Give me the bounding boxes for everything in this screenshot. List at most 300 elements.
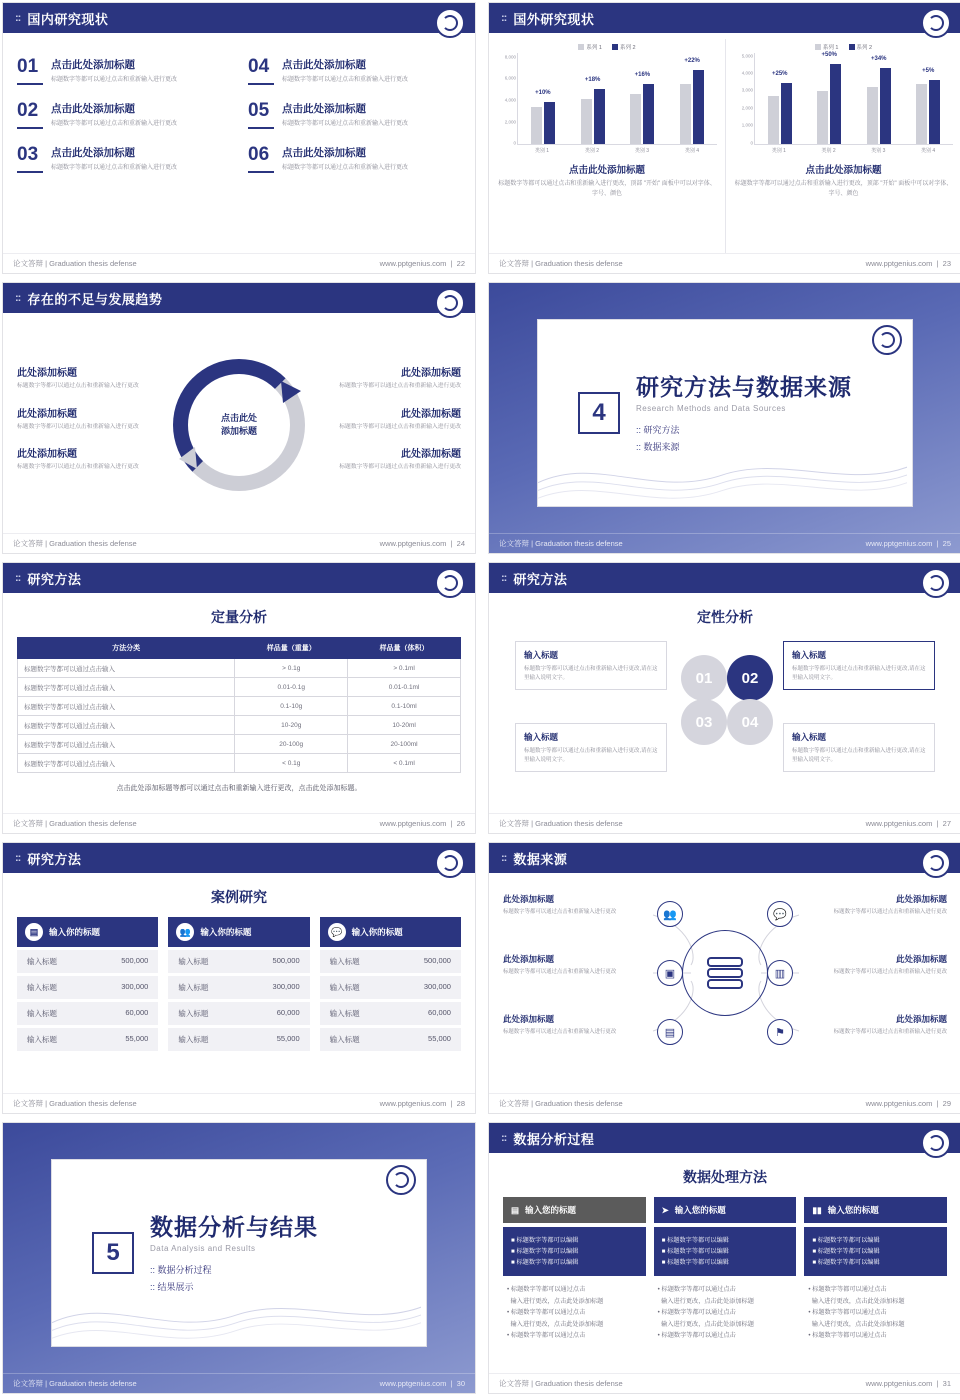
cell: 0.1-10ml <box>348 697 461 716</box>
slide-title: 数据来源 <box>513 851 568 867</box>
text-block <box>17 405 167 432</box>
cell: 10-20g <box>235 716 348 735</box>
row-label: 输入标题 <box>178 1009 209 1018</box>
footer-right: www.pptgenius.com | 29 <box>865 1099 951 1108</box>
header-dots-icon: :: <box>15 12 21 24</box>
quadrant-box-2 <box>783 641 935 690</box>
cell: > 0.1ml <box>348 659 461 678</box>
case-row <box>168 950 309 973</box>
box-desc: 标题数字等都可以通过点击和重新输入进行更改,请在这里输入说明文字。 <box>524 748 658 763</box>
ring-graphic <box>173 359 305 491</box>
foot-line: • 标题数字等都可以通过点击 <box>808 1332 887 1340</box>
row-value: 55,000 <box>428 1034 451 1043</box>
block-desc: 标题数字等都可以通过点击和重新输入进行更改 <box>17 382 139 389</box>
body-line: ■ 标题数字等都可以编辑 <box>812 1237 880 1244</box>
bar-group <box>531 90 555 144</box>
table-row <box>18 697 461 716</box>
slide-title: 研究方法 <box>27 571 82 587</box>
row-label: 输入标题 <box>178 983 209 992</box>
hub-circle <box>682 930 768 1016</box>
right-column <box>311 364 461 487</box>
chat-icon: 💬 <box>767 901 793 927</box>
cell: 标题数字等都可以通过点击输入 <box>18 659 235 678</box>
body-line: ■ 标题数字等都可以编辑 <box>812 1248 880 1256</box>
slide-title: 研究方法 <box>27 851 82 867</box>
slide-header <box>489 563 960 593</box>
slide-title: 研究方法 <box>513 571 568 587</box>
slide-subtitle: 定量分析 <box>211 609 267 625</box>
quadrant-box-3 <box>515 723 667 772</box>
process-title: 输入您的标题 <box>525 1205 577 1215</box>
case-columns <box>17 917 461 1051</box>
bar-chart-icon: ▮▮ <box>812 1204 822 1215</box>
footer-left: 论文答辩 | Graduation thesis defense <box>13 259 137 268</box>
footer-left: 论文答辩 | Graduation thesis defense <box>499 1379 623 1388</box>
foot-line: • 标题数字等都可以通过点击 <box>507 1332 586 1340</box>
chart-left <box>489 39 725 253</box>
logo-emblem-icon <box>872 325 902 355</box>
text-block <box>311 364 461 391</box>
process-header <box>654 1197 797 1223</box>
body-line: ■ 标题数字等都可以编辑 <box>511 1237 579 1244</box>
slide-section-data-analysis <box>2 1122 476 1394</box>
block-title: 此处添加标题 <box>17 408 77 420</box>
book-icon: ▤ <box>25 923 43 941</box>
arrow-icon: ➤ <box>661 1204 669 1215</box>
case-header <box>17 917 158 947</box>
wave-decoration-icon <box>52 1278 421 1346</box>
source-item <box>797 953 947 976</box>
section-card <box>51 1159 427 1347</box>
flag-icon: ⚑ <box>767 1019 793 1045</box>
block-title: 此处添加标题 <box>401 408 461 420</box>
x-tick: 类别 1 <box>771 148 786 154</box>
process-column <box>654 1197 797 1350</box>
y-tick: 0 <box>513 140 516 146</box>
x-tick: 类别 3 <box>634 148 650 154</box>
row-value: 300,000 <box>423 982 451 991</box>
row-label: 输入标题 <box>329 957 360 966</box>
item-title: 点击此处添加标题 <box>282 103 366 115</box>
x-tick: 类别 3 <box>871 148 886 154</box>
foot-line: • 标题数字等都可以通过点击 <box>657 1332 736 1340</box>
chart-caption: 标题数字等都可以通过点击和重新输入进行更改，顶部 "开始" 面板中可以对字体、字号、颜色 <box>734 181 953 197</box>
row-value: 300,000 <box>121 982 149 991</box>
row-value: 500,000 <box>121 956 149 965</box>
slide-footer <box>3 253 475 273</box>
data-table <box>17 637 461 773</box>
row-value: 500,000 <box>423 956 451 965</box>
bullet-item: :: 数据分析过程 <box>150 1263 318 1276</box>
process-header <box>503 1197 646 1223</box>
header-dots-icon: :: <box>501 12 507 24</box>
source-item <box>797 1013 947 1036</box>
header-dots-icon: :: <box>15 852 21 864</box>
process-columns <box>503 1197 947 1350</box>
block-desc: 标题数字等都可以通过点击和重新输入进行更改 <box>17 464 139 471</box>
row-label: 输入标题 <box>178 1035 209 1044</box>
footer-right: www.pptgenius.com | 26 <box>379 819 465 828</box>
chart-legend <box>497 43 717 51</box>
source-item <box>503 1013 653 1036</box>
foot-line: • 标题数字等都可以通过点击 <box>657 1286 736 1294</box>
row-label: 输入标题 <box>27 1035 57 1044</box>
source-item <box>503 953 653 976</box>
y-tick: 0 <box>750 140 753 146</box>
x-tick: 类别 4 <box>684 148 700 154</box>
slide-body <box>489 1153 960 1373</box>
slide-body <box>3 593 475 813</box>
charts-container <box>489 33 960 253</box>
body-line: ■ 标题数字等都可以编辑 <box>661 1259 729 1267</box>
section-title-en: Data Analysis and Results <box>150 1244 256 1253</box>
slide-body <box>3 313 475 533</box>
footer-left: 论文答辩 | Graduation thesis defense <box>13 539 137 548</box>
quadrant-circle-01: 01 <box>681 655 727 701</box>
section-title-en: Research Methods and Data Sources <box>636 404 786 413</box>
slide-footer <box>489 813 960 833</box>
process-header <box>804 1197 947 1223</box>
chart-legend <box>734 43 953 51</box>
footer-right: www.pptgenius.com | 23 <box>865 259 951 268</box>
slide-data-process <box>488 1122 960 1394</box>
process-title: 输入您的标题 <box>674 1205 726 1215</box>
bar-annotation: +5% <box>922 68 935 74</box>
x-tick: 类别 2 <box>821 148 836 154</box>
ring-center-label: 点击此处 添加标题 <box>220 412 257 436</box>
database-icon <box>705 956 745 990</box>
list-item <box>248 57 461 85</box>
cell: > 0.1g <box>235 659 348 678</box>
section-title-cn: 数据分析与结果 <box>150 1214 318 1240</box>
badge-icon: ▣ <box>657 960 683 986</box>
footer-left: 论文答辩 | Graduation thesis defense <box>499 819 623 828</box>
bar-group <box>916 68 940 144</box>
foot-line: 输入进行更改，点击此处添加标题 <box>661 1297 754 1305</box>
slide-footer <box>489 1373 960 1393</box>
legend-series-2: 系列 2 <box>849 43 873 51</box>
foot-line: • 标题数字等都可以通过点击 <box>657 1309 736 1317</box>
process-footer <box>804 1276 947 1349</box>
logo-emblem-icon <box>921 8 951 38</box>
bar-annotation: +34% <box>870 56 887 62</box>
body-line: ■ 标题数字等都可以编辑 <box>511 1248 579 1256</box>
case-title: 输入你的标题 <box>49 927 101 937</box>
x-tick: 类别 2 <box>584 148 600 154</box>
slide-body <box>489 873 960 1093</box>
bar-annotation: +22% <box>684 58 700 64</box>
cell: 0.01-0.1g <box>235 678 348 697</box>
foot-line: 输入进行更改，点击此处添加标题 <box>510 1320 604 1328</box>
x-tick: 类别 1 <box>534 148 550 154</box>
left-column <box>17 364 167 487</box>
source-item <box>503 893 653 916</box>
item-desc: 标题数字等都可以通过点击和重新输入进行更改 <box>503 1029 617 1035</box>
slide-subtitle: 定性分析 <box>697 609 753 625</box>
cell: 20-100g <box>235 735 348 754</box>
bar-groups <box>518 53 717 144</box>
y-tick: 2,000 <box>741 105 753 111</box>
quadrant-circle-04: 04 <box>727 699 773 745</box>
item-title: 点击此处添加标题 <box>282 59 366 71</box>
chart-icon: ▥ <box>767 960 793 986</box>
slide-footer <box>3 813 475 833</box>
process-footer <box>503 1276 646 1349</box>
foot-line: 输入进行更改，点击此处添加标题 <box>811 1297 905 1305</box>
legend-series-1: 系列 1 <box>578 43 602 51</box>
foot-line: • 标题数字等都可以通过点击 <box>507 1286 586 1294</box>
slide-qualitative-analysis <box>488 562 960 834</box>
case-row <box>320 1002 461 1025</box>
chart-title: 点击此处添加标题 <box>805 165 882 176</box>
row-value: 55,000 <box>276 1034 300 1043</box>
y-tick: 4,000 <box>504 97 516 103</box>
slide-footer <box>489 253 960 273</box>
section-title-cn: 研究方法与数据来源 <box>636 374 852 400</box>
bar-annotation: +10% <box>535 90 551 96</box>
table-row <box>18 678 461 697</box>
process-body <box>654 1227 797 1276</box>
bar-group <box>867 56 891 144</box>
header-dots-icon: :: <box>15 292 21 304</box>
y-tick: 3,000 <box>741 87 753 93</box>
slide-footer <box>3 1093 475 1113</box>
box-title: 输入标题 <box>792 650 827 660</box>
x-tick: 类别 4 <box>921 148 936 154</box>
database-icon: ▤ <box>511 1204 520 1215</box>
item-desc: 标题数字等都可以通过点击和重新输入进行更改 <box>833 909 947 915</box>
y-tick: 6,000 <box>504 75 516 81</box>
footer-left: 论文答辩 | Graduation thesis defense <box>499 539 623 548</box>
block-desc: 标题数字等都可以通过点击和重新输入进行更改 <box>339 464 461 471</box>
slide-footer <box>3 1373 475 1393</box>
cell: 标题数字等都可以通过点击输入 <box>18 678 235 697</box>
item-desc: 标题数字等都可以通过点击和重新输入进行更改 <box>282 121 409 127</box>
item-number: 06 <box>248 145 274 173</box>
chart-caption: 标题数字等都可以通过点击和重新输入进行更改，顶部 "开始" 面板中可以对字体、字号、颜色 <box>498 181 716 197</box>
x-axis <box>517 147 717 154</box>
body-line: ■ 标题数字等都可以编辑 <box>812 1259 880 1267</box>
footer-right: www.pptgenius.com | 28 <box>379 1099 465 1108</box>
item-desc: 标题数字等都可以通过点击和重新输入进行更改 <box>282 77 409 83</box>
ring-arrows-icon <box>173 359 305 491</box>
case-column <box>17 917 158 1051</box>
y-tick: 2,000 <box>504 119 516 125</box>
bar-group <box>768 71 792 144</box>
row-label: 输入标题 <box>27 1009 57 1018</box>
row-value: 60,000 <box>125 1008 149 1017</box>
y-tick: 5,000 <box>741 53 753 59</box>
case-row <box>17 976 158 999</box>
case-row <box>320 1028 461 1051</box>
bar-group <box>581 77 605 144</box>
bar-group <box>817 52 841 144</box>
id-card-icon: ▤ <box>657 1019 683 1045</box>
column-header: 方法分类 <box>18 638 235 659</box>
footer-left: 论文答辩 | Graduation thesis defense <box>499 259 623 268</box>
item-desc: 标题数字等都可以通过点击和重新输入进行更改 <box>51 121 178 127</box>
slide-body <box>3 873 475 1093</box>
item-number: 01 <box>17 57 43 85</box>
y-axis <box>498 53 518 144</box>
case-row <box>320 976 461 999</box>
case-header <box>168 917 309 947</box>
cell: 10-20ml <box>348 716 461 735</box>
item-number: 02 <box>17 101 43 129</box>
item-title: 此处添加标题 <box>503 1014 555 1024</box>
plot-area <box>504 53 717 146</box>
process-title: 输入您的标题 <box>827 1205 879 1215</box>
footer-right: www.pptgenius.com | 31 <box>865 1379 951 1388</box>
foot-line: 输入进行更改，点击此处添加标题 <box>661 1320 754 1328</box>
legend-series-1: 系列 1 <box>815 43 839 51</box>
row-value: 500,000 <box>272 956 300 965</box>
table-row <box>18 754 461 773</box>
cell: < 0.1ml <box>348 754 461 773</box>
slide-title: 国内研究现状 <box>27 11 109 27</box>
list-item <box>17 145 230 173</box>
header-dots-icon: :: <box>15 572 21 584</box>
item-desc: 标题数字等都可以通过点击和重新输入进行更改 <box>503 909 617 915</box>
list-item <box>17 101 230 129</box>
chart-right <box>725 39 960 253</box>
table-header-row <box>18 638 461 659</box>
item-desc: 标题数字等都可以通过点击和重新输入进行更改 <box>833 969 947 975</box>
y-axis <box>735 53 755 144</box>
process-footer <box>654 1276 797 1349</box>
slide-header <box>489 3 960 33</box>
row-value: 60,000 <box>276 1008 300 1017</box>
process-body <box>804 1227 947 1276</box>
section-number: 4 <box>578 392 620 434</box>
cell: 20-100ml <box>348 735 461 754</box>
source-item <box>797 893 947 916</box>
box-desc: 标题数字等都可以通过点击和重新输入进行更改,请在这里输入说明文字。 <box>792 666 926 681</box>
list-item <box>248 101 461 129</box>
text-block <box>17 445 167 472</box>
table-note: 点击此处添加标题等都可以通过点击和重新输入进行更改，点击此处添加标题。 <box>116 785 362 792</box>
case-row <box>17 1028 158 1051</box>
cell: 标题数字等都可以通过点击输入 <box>18 716 235 735</box>
quadrant-diagram <box>503 637 947 807</box>
slide-domestic-research <box>2 2 476 274</box>
item-desc: 标题数字等都可以通过点击和重新输入进行更改 <box>51 165 178 171</box>
quadrant-box-1 <box>515 641 667 690</box>
slide-header <box>3 563 475 593</box>
case-row <box>17 950 158 973</box>
case-row <box>168 976 309 999</box>
slide-quantitative-analysis <box>2 562 476 834</box>
block-title: 此处添加标题 <box>17 367 77 379</box>
plot-area <box>741 52 953 146</box>
slide-title: 国外研究现状 <box>513 11 595 27</box>
list-item <box>248 145 461 173</box>
slide-header <box>3 843 475 873</box>
footer-right: www.pptgenius.com | 22 <box>379 259 465 268</box>
hub-diagram <box>503 885 947 1060</box>
item-title: 点击此处添加标题 <box>51 59 135 71</box>
text-block <box>17 364 167 391</box>
slide-case-study <box>2 842 476 1114</box>
item-number: 03 <box>17 145 43 173</box>
case-row <box>17 1002 158 1025</box>
row-label: 输入标题 <box>27 957 57 966</box>
item-title: 点击此处添加标题 <box>51 103 135 115</box>
body-line: ■ 标题数字等都可以编辑 <box>511 1259 579 1267</box>
table-row <box>18 716 461 735</box>
item-desc: 标题数字等都可以通过点击和重新输入进行更改 <box>833 1029 947 1035</box>
slide-footer <box>489 533 960 553</box>
slide-data-sources <box>488 842 960 1114</box>
block-desc: 标题数字等都可以通过点击和重新输入进行更改 <box>17 423 139 430</box>
list-item <box>17 57 230 85</box>
numbered-list <box>17 57 461 173</box>
bar-groups <box>755 53 953 144</box>
slide-title: 数据分析过程 <box>513 1131 595 1147</box>
item-title: 点击此处添加标题 <box>51 147 135 159</box>
bar-annotation: +18% <box>584 77 601 83</box>
footer-left: 论文答辩 | Graduation thesis defense <box>13 1379 137 1388</box>
bar-annotation: +25% <box>771 71 788 77</box>
logo-emblem-icon <box>386 1165 416 1195</box>
table-row <box>18 735 461 754</box>
header-dots-icon: :: <box>501 1132 507 1144</box>
chat-icon: 💬 <box>328 923 346 941</box>
bar-annotation: +50% <box>821 52 838 58</box>
cell: 标题数字等都可以通过点击输入 <box>18 754 235 773</box>
box-title: 输入标题 <box>792 732 827 742</box>
section-number: 5 <box>92 1232 134 1274</box>
text-block <box>311 445 461 472</box>
cell: < 0.1g <box>235 754 348 773</box>
row-label: 输入标题 <box>329 1035 360 1044</box>
slide-subtitle: 数据处理方法 <box>683 1169 767 1185</box>
row-value: 300,000 <box>272 982 300 991</box>
footer-left: 论文答辩 | Graduation thesis defense <box>13 1099 137 1108</box>
footer-right: www.pptgenius.com | 30 <box>379 1379 465 1388</box>
row-value: 60,000 <box>428 1008 451 1017</box>
box-desc: 标题数字等都可以通过点击和重新输入进行更改,请在这里输入说明文字。 <box>792 748 926 763</box>
slide-overseas-research <box>488 2 960 274</box>
process-column <box>503 1197 646 1350</box>
foot-line: • 标题数字等都可以通过点击 <box>808 1286 887 1294</box>
column-header: 样品量（重量） <box>235 638 348 659</box>
row-label: 输入标题 <box>27 983 57 992</box>
slide-body <box>3 33 475 253</box>
slide-header <box>3 3 475 33</box>
chart-title: 点击此处添加标题 <box>568 165 645 176</box>
footer-right: www.pptgenius.com | 25 <box>865 539 951 548</box>
quadrant-circle-02: 02 <box>727 655 773 701</box>
block-title: 此处添加标题 <box>401 449 461 461</box>
bullet-item: :: 结果展示 <box>150 1280 318 1293</box>
slide-footer <box>489 1093 960 1113</box>
header-dots-icon: :: <box>501 852 507 864</box>
wave-decoration-icon <box>538 438 907 506</box>
cell: 标题数字等都可以通过点击输入 <box>18 697 235 716</box>
item-title: 此处添加标题 <box>503 894 555 904</box>
item-desc: 标题数字等都可以通过点击和重新输入进行更改 <box>503 969 617 975</box>
slide-header <box>489 1123 960 1153</box>
slide-footer <box>3 533 475 553</box>
block-desc: 标题数字等都可以通过点击和重新输入进行更改 <box>339 382 461 389</box>
case-row <box>168 1028 309 1051</box>
block-desc: 标题数字等都可以通过点击和重新输入进行更改 <box>339 423 461 430</box>
block-title: 此处添加标题 <box>17 449 77 461</box>
slide-subtitle: 案例研究 <box>211 889 267 905</box>
box-title: 输入标题 <box>524 650 559 660</box>
header-dots-icon: :: <box>501 572 507 584</box>
